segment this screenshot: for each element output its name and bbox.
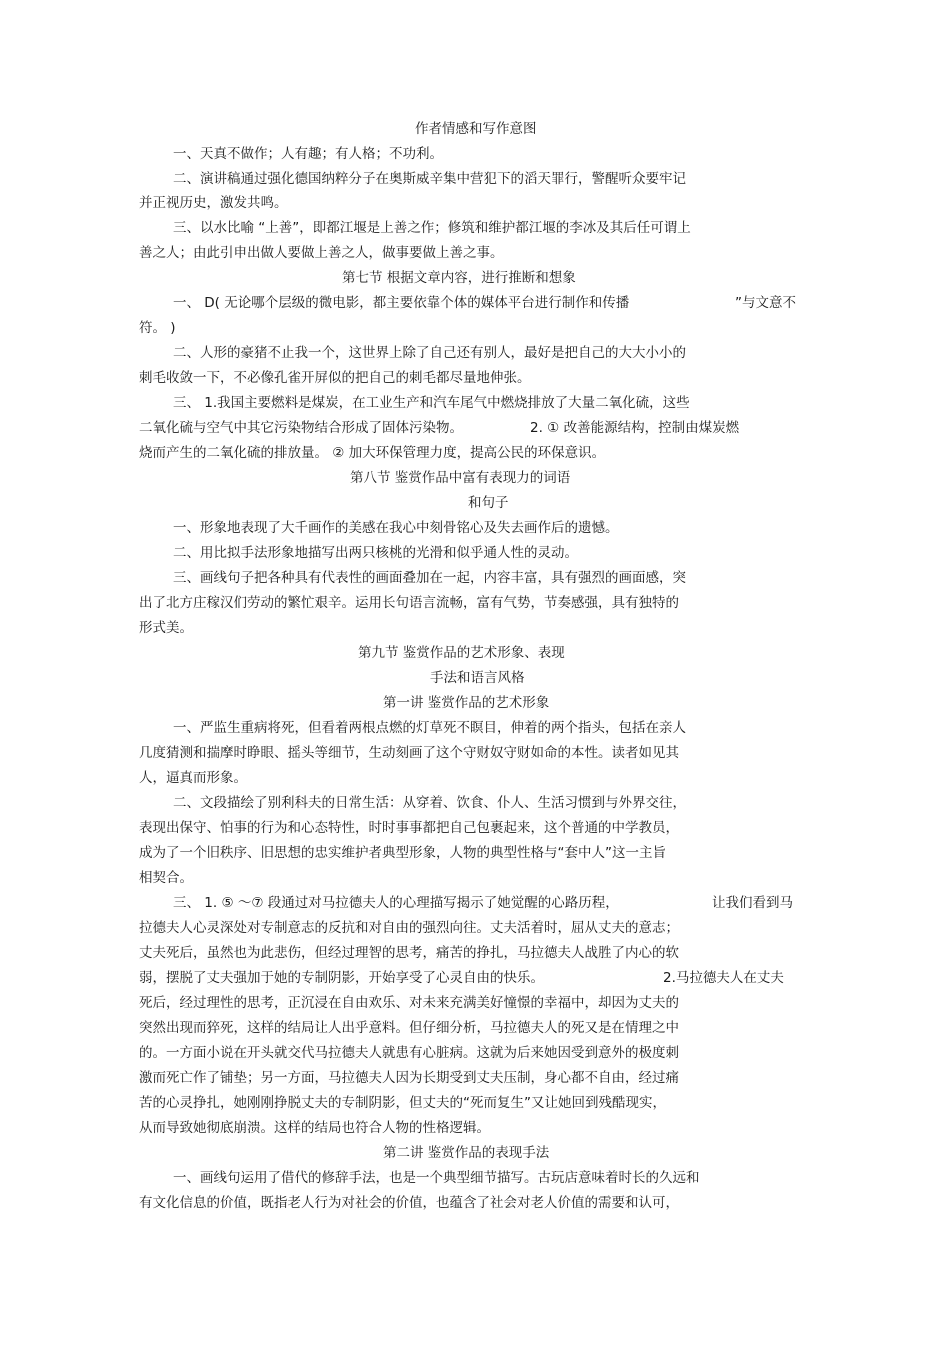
- answer-line: 表现出保守、怕事的行为和心态特性，时时事事都把自己包裹起来，这个普通的中学教员，: [139, 820, 679, 836]
- answer-line: 善之人；由此引申出做人要做上善之人，做事要做上善之事。: [139, 245, 504, 261]
- answer-line: 一、形象地表现了大千画作的美感在我心中刻骨铭心及失去画作后的遗憾。: [173, 520, 619, 536]
- answer-line: 三、画线句子把各种具有代表性的画面叠加在一起，内容丰富，具有强烈的画面感，突: [173, 570, 686, 586]
- answer-line: 二、演讲稿通过强化德国纳粹分子在奥斯威辛集中营犯下的滔天罪行，警醒听众要牢记: [173, 171, 686, 187]
- answer-line: 拉德夫人心灵深处对专制意志的反抗和对自由的强烈向往。丈夫活着时，屈从丈夫的意志；: [139, 920, 679, 936]
- answer-line: 一、画线句运用了借代的修辞手法，也是一个典型细节描写。古玩店意味着时长的久远和: [173, 1170, 700, 1186]
- answer-line: 二、人形的豪猪不止我一个，这世界上除了自己还有别人，最好是把自己的大大小小的: [173, 345, 686, 361]
- answer-line: 一、 D( 无论哪个层级的微电影，都主要依靠个体的媒体平台进行制作和传播: [173, 295, 630, 311]
- answer-line: 符。 ): [139, 320, 176, 336]
- answer-line: 成为了一个旧秩序、旧思想的忠实维护者典型形象，人物的典型性格与“套中人”这一主旨: [139, 845, 666, 861]
- answer-line: 一、严监生重病将死，但看着两根点燃的灯草死不瞑目，伸着的两个指头，包括在亲人: [173, 720, 686, 736]
- answer-line: 有文化信息的价值，既指老人行为对社会的价值，也蕴含了社会对老人价值的需要和认可，: [139, 1195, 679, 1211]
- heading-author-emotion: 作者情感和写作意图: [415, 121, 537, 137]
- answer-line: 苦的心灵挣扎，她刚刚挣脱丈夫的专制阴影，但丈夫的“死而复生”又让她回到残酷现实，: [139, 1095, 666, 1111]
- answer-line: 二、文段描绘了别利科夫的日常生活：从穿着、饮食、仆人、生活习惯到与外界交往，: [173, 795, 686, 811]
- answer-line: 弱，摆脱了丈夫强加于她的专制阴影，开始享受了心灵自由的快乐。: [139, 970, 544, 986]
- lecture-1-heading: 第一讲 鉴赏作品的艺术形象: [383, 695, 550, 711]
- answer-line: 二、用比拟手法形象地描写出两只核桃的光滑和似乎通人性的灵动。: [173, 545, 578, 561]
- answer-line: 出了北方庄稼汉们劳动的繁忙艰辛。运用长句语言流畅，富有气势，节奏感强，具有独特的: [139, 595, 679, 611]
- answer-line: 的。一方面小说在开头就交代马拉德夫人就患有心脏病。这就为后来她因受到意外的极度刺: [139, 1045, 679, 1061]
- answer-line: 人，逼真而形象。: [139, 770, 247, 786]
- answer-line: 从而导致她彻底崩溃。这样的结局也符合人物的性格逻辑。: [139, 1120, 490, 1136]
- answer-line: 死后，经过理性的思考，正沉浸在自由欢乐、对未来充满美好憧憬的幸福中，却因为丈夫的: [139, 995, 679, 1011]
- answer-line: 几度猜测和揣摩时睁眼、摇头等细节，生动刻画了这个守财奴守财如命的本性。读者如见其: [139, 745, 679, 761]
- answer-line: 刺毛收敛一下，不必像孔雀开屏似的把自己的刺毛都尽量地伸张。: [139, 370, 531, 386]
- answer-line: 三、 1.我国主要燃料是煤炭，在工业生产和汽车尾气中燃烧排放了大量二氧化硫，这些: [173, 395, 690, 411]
- answer-line: 三、 1. ⑤ ～⑦ 段通过对马拉德夫人的心理描写揭示了她觉醒的心路历程，: [173, 895, 619, 911]
- answer-line: 二氧化硫与空气中其它污染物结合形成了固体污染物。: [139, 420, 463, 436]
- section-7-heading: 第七节 根据文章内容，进行推断和想象: [342, 270, 576, 286]
- section-8-heading: 第八节 鉴赏作品中富有表现力的词语: [350, 470, 571, 486]
- answer-line: 烧而产生的二氧化硫的排放量。 ② 加大环保管理力度，提高公民的环保意识。: [139, 445, 606, 461]
- answer-line: 相契合。: [139, 870, 193, 886]
- section-8-heading-cont: 和句子: [468, 495, 509, 511]
- answer-line: 一、天真不做作；人有趣；有人格；不功利。: [173, 146, 443, 162]
- answer-line: 并正视历史，激发共鸣。: [139, 195, 288, 211]
- answer-line-fragment: 让我们看到马: [712, 895, 793, 911]
- section-9-heading-cont: 手法和语言风格: [430, 670, 525, 686]
- answer-line: 三、以水比喻 “上善”，即都江堰是上善之作；修筑和维护都江堰的李冰及其后任可谓上: [173, 220, 691, 236]
- lecture-2-heading: 第二讲 鉴赏作品的表现手法: [383, 1145, 550, 1161]
- answer-line-fragment: 2. ① 改善能源结构，控制由煤炭燃: [530, 420, 740, 436]
- answer-line-fragment: ”与文意不: [735, 295, 796, 311]
- section-9-heading: 第九节 鉴赏作品的艺术形象、表现: [358, 645, 565, 661]
- answer-line: 激而死亡作了铺垫；另一方面，马拉德夫人因为长期受到丈夫压制，身心都不自由，经过痛: [139, 1070, 679, 1086]
- answer-line: 形式美。: [139, 620, 193, 636]
- answer-line: 突然出现而猝死，这样的结局让人出乎意料。但仔细分析，马拉德夫人的死又是在情理之中: [139, 1020, 679, 1036]
- answer-line-fragment: 2.马拉德夫人在丈夫: [663, 970, 784, 986]
- answer-line: 丈夫死后，虽然也为此悲伤，但经过理智的思考，痛苦的挣扎，马拉德夫人战胜了内心的软: [139, 945, 679, 961]
